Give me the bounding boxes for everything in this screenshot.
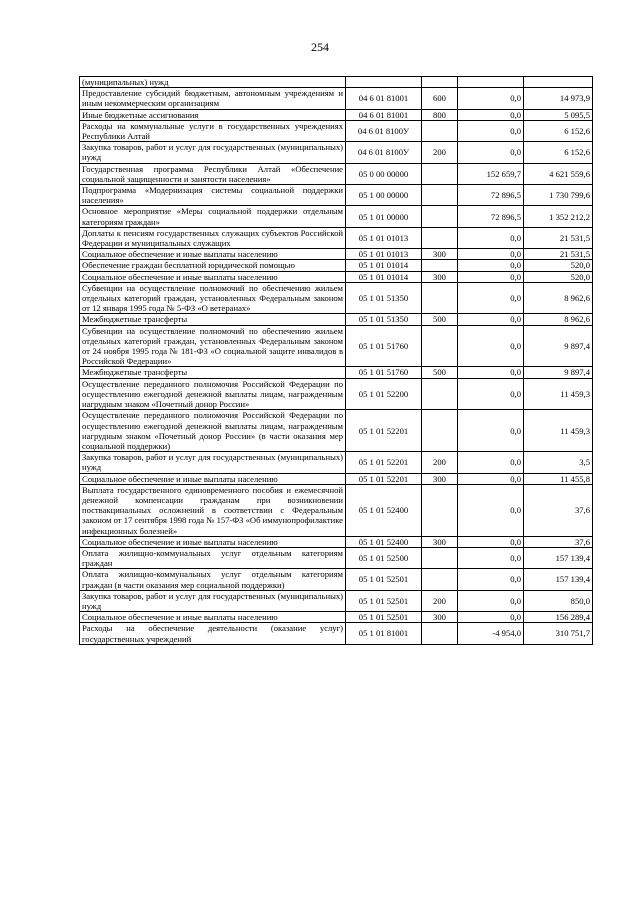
target-code-cell: 05 1 01 81001: [346, 623, 422, 644]
amount-total-cell: 520,0: [524, 271, 593, 282]
amount-total-cell: 9 897,4: [524, 367, 593, 378]
amount-total-cell: 1 352 212,2: [524, 206, 593, 227]
amount-total-cell: 310 751,7: [524, 623, 593, 644]
amount-total-cell: 8 962,6: [524, 282, 593, 314]
table-row: [80, 473, 593, 484]
item-name-cell: Закупка товаров, работ и услуг для государственных (муниципальных) нужд: [80, 452, 346, 473]
table-row: [80, 484, 593, 536]
amount-change-cell: 0,0: [458, 120, 524, 141]
target-code-cell: 04 6 01 81001: [346, 109, 422, 120]
table-row: [80, 109, 593, 120]
amount-change-cell: [458, 77, 524, 88]
item-name-cell: Основное мероприятие «Меры социальной поддержки отдельным категориям граждан»: [80, 206, 346, 227]
amount-total-cell: 156 289,4: [524, 612, 593, 623]
amount-total-cell: 8 962,6: [524, 314, 593, 325]
table-row: [80, 163, 593, 184]
amount-total-cell: 37,6: [524, 536, 593, 547]
target-code-cell: 05 1 01 52201: [346, 452, 422, 473]
amount-change-cell: 0,0: [458, 367, 524, 378]
item-name-cell: Государственная программа Республики Алтай «Обеспечение социальной защищенности и занятости населения»: [80, 163, 346, 184]
item-name-cell: Расходы на коммунальные услуги в государственных учреждениях Республики Алтай: [80, 120, 346, 141]
item-name-cell: (муниципальных) нужд: [80, 77, 346, 88]
item-name-cell: Социальное обеспечение и иные выплаты населению: [80, 249, 346, 260]
item-name-cell: Осуществление переданного полномочия Российской Федерации по осуществлению ежегодной денежной выплаты лицам, награжденным нагрудным знаком «Почетный донор России» (в части оказания мер социальной поддержки): [80, 410, 346, 452]
expense-type-cell: 300: [422, 249, 458, 260]
amount-total-cell: 6 152,6: [524, 120, 593, 141]
target-code-cell: 05 1 01 01013: [346, 227, 422, 248]
target-code-cell: 05 1 01 52201: [346, 473, 422, 484]
item-name-cell: Обеспечение граждан бесплатной юридической помощью: [80, 260, 346, 271]
expense-type-cell: 800: [422, 109, 458, 120]
table-row: [80, 142, 593, 163]
expense-type-cell: [422, 227, 458, 248]
table-row: [80, 590, 593, 611]
table-row: [80, 569, 593, 590]
expense-type-cell: 300: [422, 271, 458, 282]
target-code-cell: 05 1 01 52400: [346, 536, 422, 547]
item-name-cell: Оплата жилищно-коммунальных услуг отдельным категориям граждан (в части оказания мер социальной поддержки): [80, 569, 346, 590]
item-name-cell: Закупка товаров, работ и услуг для государственных (муниципальных) нужд: [80, 590, 346, 611]
table-row: [80, 612, 593, 623]
table-row: [80, 249, 593, 260]
amount-change-cell: 0,0: [458, 590, 524, 611]
expense-type-cell: [422, 325, 458, 367]
amount-change-cell: -4 954,0: [458, 623, 524, 644]
expense-type-cell: [422, 260, 458, 271]
expense-type-cell: 300: [422, 473, 458, 484]
amount-total-cell: 21 531,5: [524, 249, 593, 260]
target-code-cell: 04 6 01 8100У: [346, 120, 422, 141]
amount-total-cell: 9 897,4: [524, 325, 593, 367]
amount-total-cell: 1 730 799,6: [524, 185, 593, 206]
amount-change-cell: 0,0: [458, 410, 524, 452]
amount-total-cell: 11 455,8: [524, 473, 593, 484]
target-code-cell: 04 6 01 8100У: [346, 142, 422, 163]
page-number: 254: [311, 40, 329, 54]
table-row: [80, 271, 593, 282]
amount-total-cell: 4 621 559,6: [524, 163, 593, 184]
target-code-cell: 05 1 01 51760: [346, 367, 422, 378]
amount-change-cell: 0,0: [458, 536, 524, 547]
amount-change-cell: 0,0: [458, 612, 524, 623]
item-name-cell: Закупка товаров, работ и услуг для государственных (муниципальных) нужд: [80, 142, 346, 163]
expense-type-cell: [422, 185, 458, 206]
amount-total-cell: 157 139,4: [524, 547, 593, 568]
expense-type-cell: 500: [422, 367, 458, 378]
amount-change-cell: 0,0: [458, 227, 524, 248]
table-row: [80, 120, 593, 141]
table-row: [80, 452, 593, 473]
amount-change-cell: 0,0: [458, 249, 524, 260]
item-name-cell: Социальное обеспечение и иные выплаты населению: [80, 536, 346, 547]
amount-total-cell: 21 531,5: [524, 227, 593, 248]
expense-type-cell: 200: [422, 590, 458, 611]
target-code-cell: 04 6 01 81001: [346, 88, 422, 109]
expense-type-cell: [422, 569, 458, 590]
table-row: [80, 367, 593, 378]
expense-type-cell: [422, 410, 458, 452]
item-name-cell: Межбюджетные трансферты: [80, 314, 346, 325]
item-name-cell: Социальное обеспечение и иные выплаты населению: [80, 473, 346, 484]
item-name-cell: Осуществление переданного полномочия Российской Федерации по осуществлению ежегодной денежной выплаты лицам, награжденным нагрудным знаком «Почетный донор России»: [80, 378, 346, 410]
table-row: [80, 88, 593, 109]
amount-change-cell: 0,0: [458, 325, 524, 367]
item-name-cell: Оплата жилищно-коммунальных услуг отдельным категориям граждан: [80, 547, 346, 568]
expense-type-cell: [422, 484, 458, 536]
amount-total-cell: 14 973,9: [524, 88, 593, 109]
amount-change-cell: 0,0: [458, 484, 524, 536]
item-name-cell: Социальное обеспечение и иные выплаты населению: [80, 271, 346, 282]
amount-change-cell: 0,0: [458, 260, 524, 271]
table-row: [80, 314, 593, 325]
target-code-cell: 05 1 01 01014: [346, 271, 422, 282]
table-row: [80, 378, 593, 410]
item-name-cell: Субвенции на осуществление полномочий по обеспечению жильем отдельных категорий граждан, установленных Федеральным законом от 24 ноября 1995 года № 181-ФЗ «О социальной защите инвалидов в Российской Федерации»: [80, 325, 346, 367]
amount-change-cell: 0,0: [458, 547, 524, 568]
target-code-cell: 05 1 01 51350: [346, 314, 422, 325]
expense-type-cell: [422, 206, 458, 227]
item-name-cell: Доплаты к пенсиям государственных служащих субъектов Российской Федерации и муниципальных служащих: [80, 227, 346, 248]
table-row: [80, 185, 593, 206]
item-name-cell: Социальное обеспечение и иные выплаты населению: [80, 612, 346, 623]
amount-change-cell: 72 896,5: [458, 185, 524, 206]
budget-table: [79, 76, 593, 645]
target-code-cell: 05 1 01 52400: [346, 484, 422, 536]
amount-change-cell: 0,0: [458, 142, 524, 163]
amount-total-cell: 157 139,4: [524, 569, 593, 590]
target-code-cell: 05 1 01 52501: [346, 612, 422, 623]
target-code-cell: 05 1 01 52201: [346, 410, 422, 452]
table-row: [80, 227, 593, 248]
amount-change-cell: 0,0: [458, 109, 524, 120]
target-code-cell: 05 1 01 51350: [346, 282, 422, 314]
amount-change-cell: 0,0: [458, 282, 524, 314]
amount-change-cell: 0,0: [458, 473, 524, 484]
amount-change-cell: 72 896,5: [458, 206, 524, 227]
amount-total-cell: 37,6: [524, 484, 593, 536]
amount-change-cell: 0,0: [458, 271, 524, 282]
expense-type-cell: 500: [422, 314, 458, 325]
target-code-cell: 05 1 01 01013: [346, 249, 422, 260]
amount-change-cell: 0,0: [458, 88, 524, 109]
item-name-cell: Выплата государственного единовременного пособия и ежемесячной денежной компенсации гражданам при возникновении поствакцинальных осложнений в соответствии с Федеральным законом от 17 сентября 1998 года № 157-ФЗ «Об иммунопрофилактике инфекционных болезней»: [80, 484, 346, 536]
amount-total-cell: 6 152,6: [524, 142, 593, 163]
target-code-cell: [346, 77, 422, 88]
target-code-cell: 05 1 00 00000: [346, 185, 422, 206]
amount-change-cell: 0,0: [458, 452, 524, 473]
expense-type-cell: [422, 378, 458, 410]
expense-type-cell: [422, 120, 458, 141]
expense-type-cell: 200: [422, 452, 458, 473]
expense-type-cell: 600: [422, 88, 458, 109]
amount-total-cell: 3,5: [524, 452, 593, 473]
amount-change-cell: 0,0: [458, 378, 524, 410]
amount-total-cell: 5 095,5: [524, 109, 593, 120]
item-name-cell: Субвенции на осуществление полномочий по обеспечению жильем отдельных категорий граждан, установленных Федеральным законом от 12 января 1995 года № 5-ФЗ «О ветеранах»: [80, 282, 346, 314]
amount-total-cell: 850,0: [524, 590, 593, 611]
table-row: [80, 410, 593, 452]
amount-change-cell: 152 659,7: [458, 163, 524, 184]
expense-type-cell: 300: [422, 536, 458, 547]
item-name-cell: Расходы на обеспечение деятельности (оказание услуг) государственных учреждений: [80, 623, 346, 644]
expense-type-cell: [422, 547, 458, 568]
table-row: [80, 260, 593, 271]
item-name-cell: Подпрограмма «Модернизация системы социальной поддержки населения»: [80, 185, 346, 206]
target-code-cell: 05 1 01 52200: [346, 378, 422, 410]
table-row: [80, 77, 593, 88]
amount-total-cell: 11 459,3: [524, 378, 593, 410]
amount-change-cell: 0,0: [458, 569, 524, 590]
expense-type-cell: 200: [422, 142, 458, 163]
table-row: [80, 325, 593, 367]
amount-total-cell: [524, 77, 593, 88]
target-code-cell: 05 1 01 01014: [346, 260, 422, 271]
target-code-cell: 05 1 01 51760: [346, 325, 422, 367]
amount-total-cell: 11 459,3: [524, 410, 593, 452]
budget-table-body: [80, 77, 593, 645]
expense-type-cell: 300: [422, 612, 458, 623]
amount-total-cell: 520,0: [524, 260, 593, 271]
item-name-cell: Иные бюджетные ассигнования: [80, 109, 346, 120]
item-name-cell: Межбюджетные трансферты: [80, 367, 346, 378]
table-row: [80, 206, 593, 227]
expense-type-cell: [422, 163, 458, 184]
table-row: [80, 536, 593, 547]
expense-type-cell: [422, 282, 458, 314]
table-row: [80, 623, 593, 644]
target-code-cell: 05 1 01 52501: [346, 569, 422, 590]
item-name-cell: Предоставление субсидий бюджетным, автономным учреждениям и иным некоммерческим организациям: [80, 88, 346, 109]
table-row: [80, 282, 593, 314]
target-code-cell: 05 1 01 52501: [346, 590, 422, 611]
amount-change-cell: 0,0: [458, 314, 524, 325]
target-code-cell: 05 1 01 00000: [346, 206, 422, 227]
expense-type-cell: [422, 623, 458, 644]
target-code-cell: 05 0 00 00000: [346, 163, 422, 184]
target-code-cell: 05 1 01 52500: [346, 547, 422, 568]
table-row: [80, 547, 593, 568]
expense-type-cell: [422, 77, 458, 88]
